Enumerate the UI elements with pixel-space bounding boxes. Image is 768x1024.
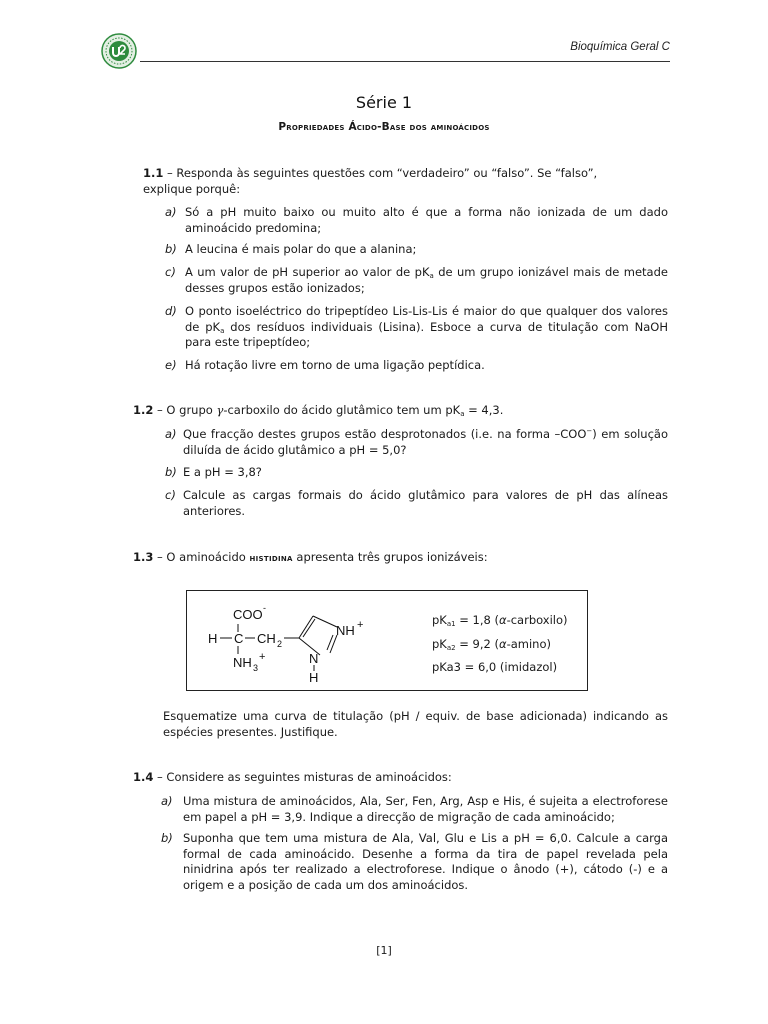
amino-charge: +	[259, 651, 266, 663]
item-text: O ponto isoeléctrico do tripeptídeo Lis-Lis-Lis é maior do que qualquer dos valores de $pK_a$ dos resíduos individuais (Lisina). Esboce a curva de titulação com NaOH para este tripeptídeo;	[185, 304, 668, 349]
question-1-2: 1.2 – O grupo γ-carboxilo do ácido glutâmico tem um $pK_a = 4,3$.	[133, 403, 504, 418]
item-text: Há rotação livre em torno de uma ligação peptídica.	[185, 358, 485, 372]
item-1-2-b	[165, 465, 668, 481]
carboxylate-charge: -	[263, 603, 266, 613]
question-number: 1.1	[143, 166, 164, 180]
carboxylate-label: COO	[233, 607, 263, 622]
hydrogen-label: H	[208, 631, 218, 646]
pka3-label: pKa3 = 6,0 (imidazol)	[432, 660, 558, 674]
item-letter: c)	[165, 488, 176, 502]
page-number: [1]	[376, 944, 392, 957]
question-number: 1.3	[133, 550, 154, 564]
item-text: Suponha que tem uma mistura de Ala, Val, Glu e Lis a pH = 6,0. Calcule a carga formal de cada aminoácido. Desenhe a forma da tira de papel revelada pela ninidrina após ter realizado a electroforese. Indique o ânodo (+), cátodo (-) e a origem e a posição de cada um dos aminoácidos.	[183, 831, 668, 892]
university-logo-icon	[101, 33, 137, 69]
page-subtitle: Propriedades Ácido-Base dos aminoácidos	[278, 121, 490, 133]
header-divider	[140, 61, 670, 62]
item-text: A leucina é mais polar do que a alanina;	[185, 242, 417, 256]
item-1-1-e	[165, 358, 668, 374]
item-text: Uma mistura de aminoácidos, Ala, Ser, Fen, Arg, Asp e His, é sujeita a electroforese em papel a pH = 3,9. Indique a direcção de migração de cada aminoácido;	[183, 794, 668, 824]
item-1-2-c	[165, 488, 668, 519]
item-1-4-a	[161, 794, 668, 825]
alpha-carbon-label: C	[234, 631, 244, 646]
item-1-2-a	[165, 427, 668, 458]
methylene-label: CH	[257, 631, 276, 646]
question-1-4: 1.4 – Considere as seguintes misturas de aminoácidos:	[133, 770, 452, 784]
item-text: A um valor de pH superior ao valor de $pK_a$ de um grupo ionizável mais de metade desses grupos estão ionizados;	[185, 265, 668, 295]
question-1-3: 1.3 – O aminoácido histidina apresenta três grupos ionizáveis:	[133, 550, 488, 564]
histidine-structure-box	[186, 590, 588, 691]
item-letter: a)	[161, 794, 173, 808]
amino-label: NH	[233, 655, 252, 670]
question-1-3-instruction: Esquematize uma curva de titulação (pH / equiv. de base adicionada) indicando as espécies presentes. Justifique.	[163, 709, 668, 739]
imidazole-nh-label: NH	[336, 623, 355, 638]
histidine-structure-diagram	[187, 591, 397, 691]
item-text: Só a pH muito baixo ou muito alto é que a forma não ionizada de um dado aminoácido predomina;	[185, 205, 668, 235]
item-letter: b)	[165, 242, 177, 256]
imidazole-charge: +	[357, 619, 364, 631]
item-letter: c)	[165, 265, 176, 279]
imidazole-n-label: N	[309, 651, 319, 666]
course-name: Bioquímica Geral C	[570, 41, 670, 53]
item-text: Calcule as cargas formais do ácido glutâmico para valores de pH das alíneas anteriores.	[183, 488, 668, 518]
amino-subscript: 3	[253, 663, 259, 673]
item-letter: a)	[165, 205, 177, 219]
imidazole-h-label: H	[309, 670, 319, 685]
question-intro: – Responda às seguintes questões com “verdadeiro” ou “falso”. Se “falso”, explique porquê:	[143, 166, 598, 196]
methylene-subscript: 2	[277, 639, 283, 649]
item-1-1-d	[165, 304, 668, 351]
item-letter: b)	[165, 465, 177, 479]
item-text: E a pH = 3,8?	[183, 465, 262, 479]
question-number: 1.4	[133, 770, 154, 784]
pka1-label: $pK_{a1} = 1,8$ (α-carboxilo)	[432, 613, 568, 628]
pka2-label: $pK_{a2} = 9,2$ (α-amino)	[432, 637, 551, 652]
page-title: Série 1	[355, 93, 413, 112]
item-letter: d)	[165, 304, 177, 318]
item-1-1-a	[165, 205, 668, 236]
question-number: 1.2	[133, 403, 154, 417]
question-1-1	[143, 166, 648, 197]
item-1-1-b	[165, 242, 668, 258]
item-letter: a)	[165, 427, 177, 441]
item-letter: b)	[161, 831, 173, 845]
item-1-1-c	[165, 265, 668, 296]
item-letter: e)	[165, 358, 177, 372]
item-1-4-b	[161, 831, 668, 893]
item-text: Que fracção destes grupos estão desprotonados (i.e. na forma –COO−) em solução diluída de ácido glutâmico a pH = 5,0?	[183, 427, 668, 457]
